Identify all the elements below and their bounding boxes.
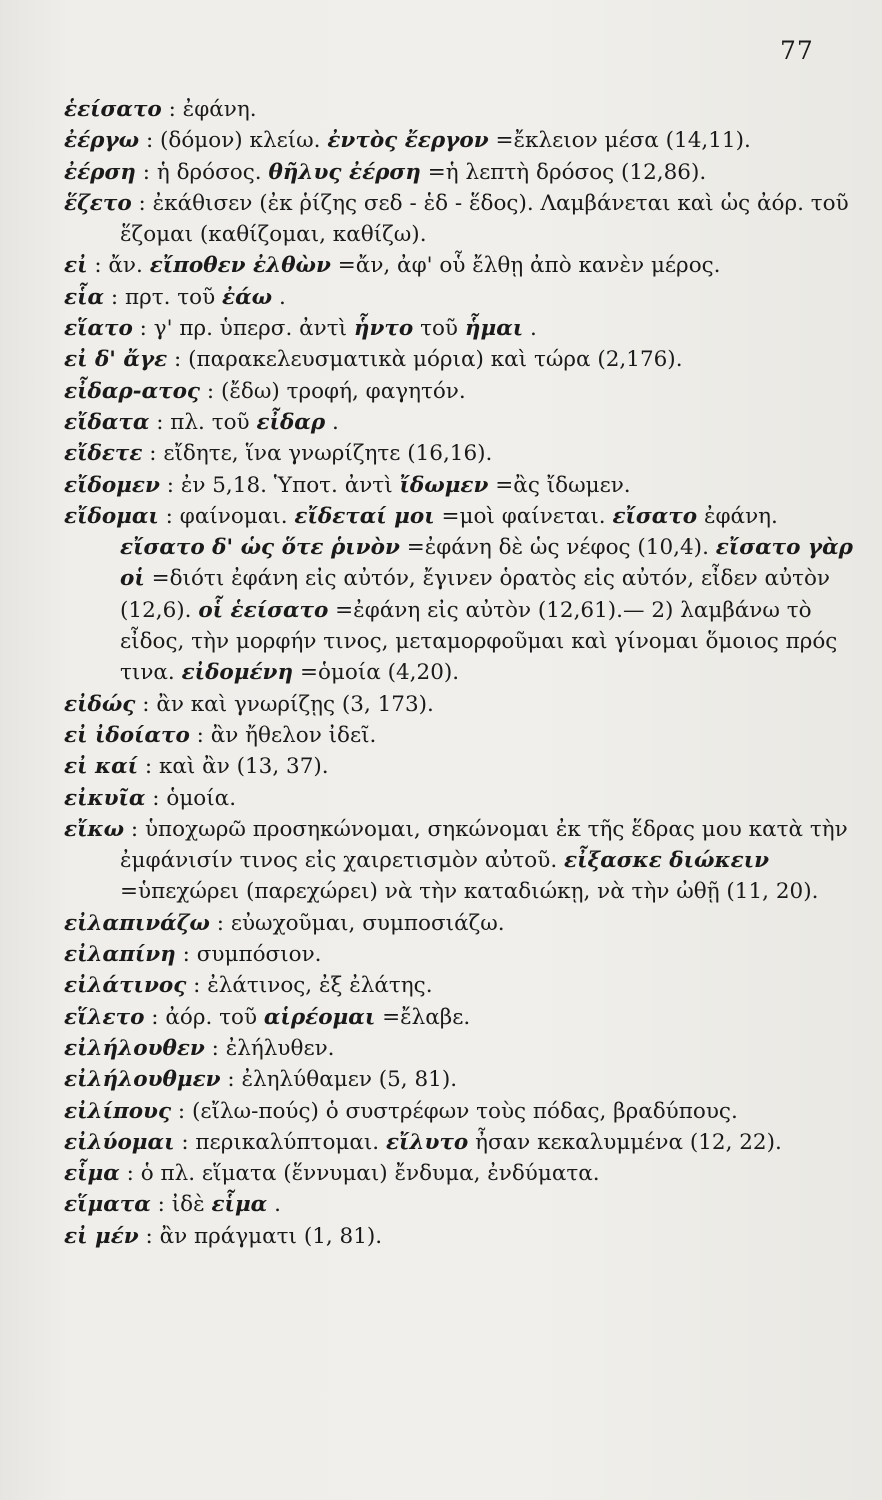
definition: εἴδητε, ἵνα γνωρίζητε (16,16).	[163, 441, 493, 467]
separator: :	[186, 973, 208, 999]
headword: εἶξασκε διώκειν	[564, 848, 770, 874]
separator: :	[135, 159, 157, 185]
definition: περικαλύπτομαι.	[195, 1129, 380, 1155]
separator: :	[161, 97, 183, 122]
definition: =ἔκλειον μέσα (14,11).	[495, 128, 751, 154]
headword: εἰ καί	[64, 754, 139, 780]
definition: καὶ ἂν (13, 37).	[158, 754, 329, 780]
definition: =ὁμοία (4,20).	[299, 660, 460, 686]
dictionary-entry	[64, 470, 854, 501]
headword: εἶδαρ-ατος	[64, 378, 201, 404]
headword: εἴκω	[64, 816, 125, 842]
headword: εἵατο	[64, 316, 133, 342]
definition: (παρακελευσματικὰ μόρια) καὶ τώρα (2,176).	[188, 347, 683, 373]
headword: εἴποθεν ἐλθὼν	[149, 253, 331, 279]
definition: συμπόσιον.	[196, 942, 322, 968]
definition: ἂν πράγματι (1, 81).	[159, 1223, 383, 1249]
dictionary-entry	[64, 1064, 854, 1095]
dictionary-entry	[64, 689, 854, 720]
separator: :	[124, 816, 145, 842]
definition: ὁμοία.	[166, 785, 237, 811]
separator: :	[119, 1161, 141, 1187]
headword: εἷμα	[211, 1192, 268, 1218]
definition: .	[274, 1192, 281, 1218]
headword: εἰ μέν	[64, 1223, 139, 1249]
dictionary-entry	[64, 751, 854, 782]
dictionary-entry	[64, 970, 854, 1001]
definition: =ἔλαβε.	[382, 1004, 471, 1030]
definition: ἦσαν κεκαλυμμένα (12, 22).	[475, 1129, 782, 1155]
dictionary-entry	[64, 1127, 854, 1158]
headword: ἑείσατο	[64, 97, 162, 122]
headword: εἵλετο	[64, 1004, 145, 1030]
dictionary-entry	[64, 1002, 854, 1033]
separator: :	[104, 284, 125, 310]
definition: =ἐφάνη εἰς αὐτὸν (12,61).— 2) λαμβάνω τὸ εἶδος, τὴν μορφήν τινος, μεταμορφοῦμαι καὶ γίνομαι ὅμοιος πρός τινα.	[120, 597, 838, 686]
separator: :	[145, 785, 167, 811]
separator: :	[200, 378, 221, 404]
separator: :	[220, 1067, 242, 1093]
dictionary-entry	[64, 125, 854, 156]
separator: :	[204, 1035, 226, 1061]
headword: εἰ	[64, 253, 88, 279]
separator: :	[135, 691, 157, 717]
definition: ἡ δρόσος.	[156, 159, 262, 185]
dictionary-entry	[64, 908, 854, 939]
headword: εἶδαρ	[256, 409, 326, 435]
headword: εἴσατο γὰρ οἱ	[120, 535, 853, 592]
definition: =ἂς ἴδωμεν.	[495, 472, 631, 498]
headword: ἧμαι	[464, 316, 524, 342]
separator: :	[139, 128, 161, 154]
headword: οἷ ἑείσατο	[198, 597, 329, 623]
headword: εἰδομένη	[181, 660, 294, 686]
dictionary-entry	[64, 1158, 854, 1189]
headword: εἰλύομαι	[64, 1129, 175, 1155]
headword: εἰκυῖα	[64, 785, 146, 811]
separator: :	[87, 253, 109, 279]
headword: εἷα	[64, 284, 105, 310]
separator: :	[138, 754, 159, 780]
definition: ἂν ἤθελον ἰδεῖ.	[210, 722, 377, 748]
separator: :	[131, 190, 153, 216]
headword: εἰλήλουθεν	[64, 1035, 205, 1061]
entry-list	[64, 94, 854, 1252]
definition: ἄν.	[108, 253, 143, 279]
definition: ἐκάθισεν (ἐκ ῥίζης σεδ - ἑδ - ἕδος). Λαμβάνεται καὶ ὡς ἀόρ. τοῦ ἕζομαι (καθίζομαι, καθίζω).	[120, 190, 849, 248]
definition: =ἡ λεπτὴ δρόσος (12,86).	[427, 159, 707, 185]
dictionary-entry	[64, 783, 854, 814]
definition: πλ. τοῦ	[170, 409, 250, 435]
definition: εὐωχοῦμαι, συμποσιάζω.	[230, 910, 505, 936]
headword: εἰλαπίνη	[64, 942, 176, 968]
dictionary-entry	[64, 1096, 854, 1127]
headword: εἵματα	[64, 1192, 151, 1218]
headword: εἰλήλουθμεν	[64, 1067, 221, 1093]
definition: =διότι ἐφάνη εἰς αὐτόν, ἔγινεν ὁρατὸς εἰς αὐτόν, εἶδεν αὐτὸν (12,6).	[120, 566, 830, 623]
page-number: 77	[780, 36, 814, 65]
definition: ἐφάνη.	[182, 97, 257, 122]
headword: ἐέρση	[64, 159, 136, 185]
dictionary-entry	[64, 407, 854, 438]
separator: :	[171, 1098, 192, 1124]
headword: ἐάω	[222, 284, 273, 310]
definition: φαίνομαι.	[179, 503, 288, 529]
headword: εἴδετε	[64, 441, 143, 467]
separator: :	[209, 910, 231, 936]
definition: ἀόρ. τοῦ	[165, 1004, 258, 1030]
separator: :	[149, 409, 171, 435]
headword: εἴδατα	[64, 409, 150, 435]
dictionary-entry	[64, 376, 854, 407]
separator: :	[158, 503, 180, 529]
headword: ἕζετο	[64, 190, 132, 216]
headword: εἴσατο δ' ὡς ὅτε ῥινὸν	[120, 535, 400, 561]
dictionary-entry	[64, 313, 854, 344]
definition: =μοὶ φαίνεται.	[441, 503, 606, 529]
headword: εἴσατο	[612, 503, 698, 529]
dictionary-entry	[64, 344, 854, 375]
dictionary-entry	[64, 438, 854, 469]
headword: εἰλαπινάζω	[64, 910, 210, 936]
definition: (εἴλω-πούς) ὁ συστρέφων τοὺς πόδας, βραδύπους.	[191, 1098, 738, 1124]
separator: :	[132, 316, 154, 342]
dictionary-entry	[64, 501, 854, 689]
dictionary-entry	[64, 282, 854, 313]
dictionary-entry	[64, 1189, 854, 1220]
headword: εἴδομαι	[64, 503, 159, 529]
dictionary-entry	[64, 720, 854, 751]
definition: ἐφάνη.	[703, 503, 778, 529]
definition: =ὑπεχώρει (παρεχώρει) νὰ τὴν καταδιώκῃ, νὰ τὴν ὠθῇ (11, 20).	[120, 879, 819, 905]
definition: ἐλάτινος, ἐξ ἐλάτης.	[207, 973, 433, 999]
separator: :	[159, 472, 181, 498]
definition: ἐν 5,18. Ὑποτ. ἀντὶ	[180, 472, 393, 498]
definition: (ἔδω) τροφή, φαγητόν.	[220, 378, 466, 404]
headword: εἰ ἰδοίατο	[64, 722, 190, 748]
headword: ἴδωμεν	[399, 472, 489, 498]
headword: εἷμα	[64, 1161, 120, 1187]
separator: :	[144, 1004, 166, 1030]
separator: :	[150, 1192, 172, 1218]
headword: θῆλυς ἐέρση	[268, 159, 421, 185]
headword: ἧντο	[353, 316, 414, 342]
dictionary-entry	[64, 1033, 854, 1064]
separator: :	[142, 441, 164, 467]
definition: γ' πρ. ὑπερσ. ἀντὶ	[153, 316, 348, 342]
separator: :	[174, 1129, 196, 1155]
definition: .	[332, 409, 339, 435]
separator: :	[175, 942, 197, 968]
dictionary-entry	[64, 94, 854, 125]
definition: ἰδὲ	[171, 1192, 205, 1218]
definition: πρτ. τοῦ	[124, 284, 216, 310]
definition: .	[278, 284, 286, 310]
separator: :	[138, 1223, 160, 1249]
headword: εἰλίπους	[64, 1098, 172, 1124]
definition: ἐληλύθαμεν (5, 81).	[241, 1067, 458, 1093]
headword: αἱρέομαι	[263, 1004, 376, 1030]
headword: ἐντὸς ἔεργον	[327, 128, 489, 154]
headword: εἰδώς	[64, 691, 136, 717]
definition: =ἐφάνη δὲ ὡς νέφος (10,4).	[406, 535, 709, 561]
dictionary-entry	[64, 1221, 854, 1252]
dictionary-entry	[64, 157, 854, 188]
headword: εἰλάτινος	[64, 973, 187, 999]
definition: ὑποχωρῶ προσηκώνομαι, σηκώνομαι ἐκ τῆς ἕδρας μου κατὰ τὴν ἐμφάνισίν τινος εἰς χαιρετισμὸν αὐτοῦ.	[120, 816, 848, 874]
definition: ὁ πλ. εἵματα (ἕννυμαι) ἔνδυμα, ἐνδύματα.	[140, 1161, 600, 1187]
separator: :	[189, 722, 211, 748]
dictionary-entry	[64, 188, 854, 251]
definition: (δόμον) κλείω.	[160, 128, 321, 154]
definition: =ἄν, ἀφ' οὗ ἔλθῃ ἀπὸ κανὲν μέρος.	[337, 253, 721, 279]
headword: εἴδεταί μοι	[294, 503, 435, 529]
separator: :	[167, 347, 189, 373]
dictionary-entry	[64, 814, 854, 908]
definition: τοῦ	[420, 316, 458, 342]
headword: εἰ δ' ἄγε	[64, 347, 168, 373]
headword: ἐέργω	[64, 128, 140, 154]
definition: ἐλήλυθεν.	[225, 1035, 335, 1061]
dictionary-entry	[64, 250, 854, 281]
headword: εἴδομεν	[64, 472, 160, 498]
definition: .	[530, 316, 537, 342]
definition: ἂν καὶ γνωρίζῃς (3, 173).	[156, 691, 434, 717]
headword: εἴλυτο	[385, 1129, 469, 1155]
dictionary-entry	[64, 939, 854, 970]
